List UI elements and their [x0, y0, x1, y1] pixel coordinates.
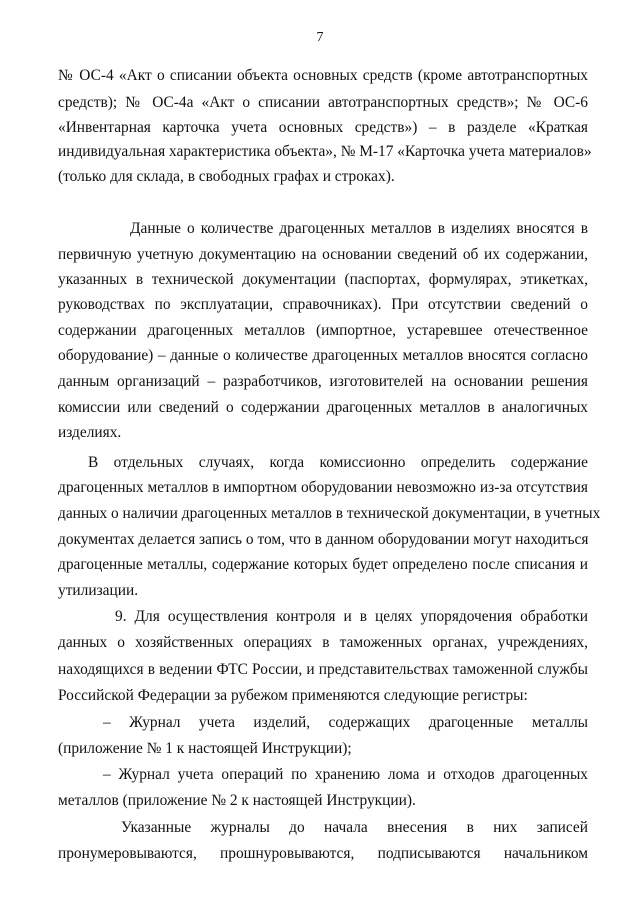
text-line: данных о наличии драгоценных металлов в технической документации, в учетных: [58, 505, 601, 522]
text-line: металлов (приложение № 2 к настоящей Инструкции).: [58, 792, 416, 809]
text-line: оборудование) – данные о количестве драгоценных металлов вносятся согласно: [58, 347, 588, 364]
text-line: комиссии или сведений о содержании драгоценных металлов в аналогичных: [58, 399, 588, 416]
text-line: В отдельных случаях, когда комиссионно определить содержание: [88, 454, 588, 471]
text-line: содержании драгоценных металлов (импортное, устаревшее отечественное: [58, 322, 588, 339]
text-line: первичную учетную документацию на основании сведений об их содержании,: [58, 246, 588, 263]
text-line: Указанные журналы до начала внесения в них записей: [121, 819, 588, 836]
text-line: указанных в технической документации (паспортах, формулярах, этикетках,: [58, 271, 588, 288]
text-line: Данные о количестве драгоценных металлов в изделиях вносятся в: [130, 220, 588, 237]
text-line: изделиях.: [58, 424, 122, 441]
text-line: утилизации.: [58, 582, 139, 599]
text-line: «Инвентарная карточка учета основных средств») – в разделе «Краткая: [58, 119, 588, 136]
text-line: – Журнал учета операций по хранению лома и отходов драгоценных: [103, 766, 588, 783]
text-line: пронумеровываются, прошнуровываются, подписываются начальником: [58, 845, 588, 862]
text-line: средств); № ОС-4а «Акт о списании автотранспортных средств»; № ОС-6: [58, 94, 588, 111]
text-line: – Журнал учета изделий, содержащих драгоценные металлы: [103, 714, 588, 731]
text-line: драгоценные металлы, содержание которых будет определено после списания и: [58, 556, 588, 573]
page-number: 7: [316, 30, 324, 45]
text-line: документах делается запись о том, что в данном оборудовании могут находиться: [58, 531, 589, 548]
text-line: драгоценных металлов в импортном оборудовании невозможно из-за отсутствия: [58, 479, 588, 496]
text-line: Российской Федерации за рубежом применяются следующие регистры:: [58, 687, 528, 704]
text-line: данных о хозяйственных операциях в таможенных органах, учреждениях,: [58, 634, 588, 651]
text-line: данным организаций – разработчиков, изготовителей на основании решения: [58, 373, 588, 390]
text-line: (только для склада, в свободных графах и строках).: [58, 168, 395, 185]
text-line: 9. Для осуществления контроля и в целях упорядочения обработки: [115, 608, 588, 625]
text-line: № ОС-4 «Акт о списании объекта основных средств (кроме автотранспортных: [58, 67, 588, 84]
text-line: (приложение № 1 к настоящей Инструкции);: [58, 740, 352, 757]
text-line: находящихся в ведении ФТС России, и представительствах таможенной службы: [58, 661, 588, 678]
text-line: индивидуальная характеристика объекта», № М-17 «Карточка учета материалов»: [58, 143, 592, 160]
text-line: руководствах по эксплуатации, справочниках). При отсутствии сведений о: [58, 296, 588, 313]
